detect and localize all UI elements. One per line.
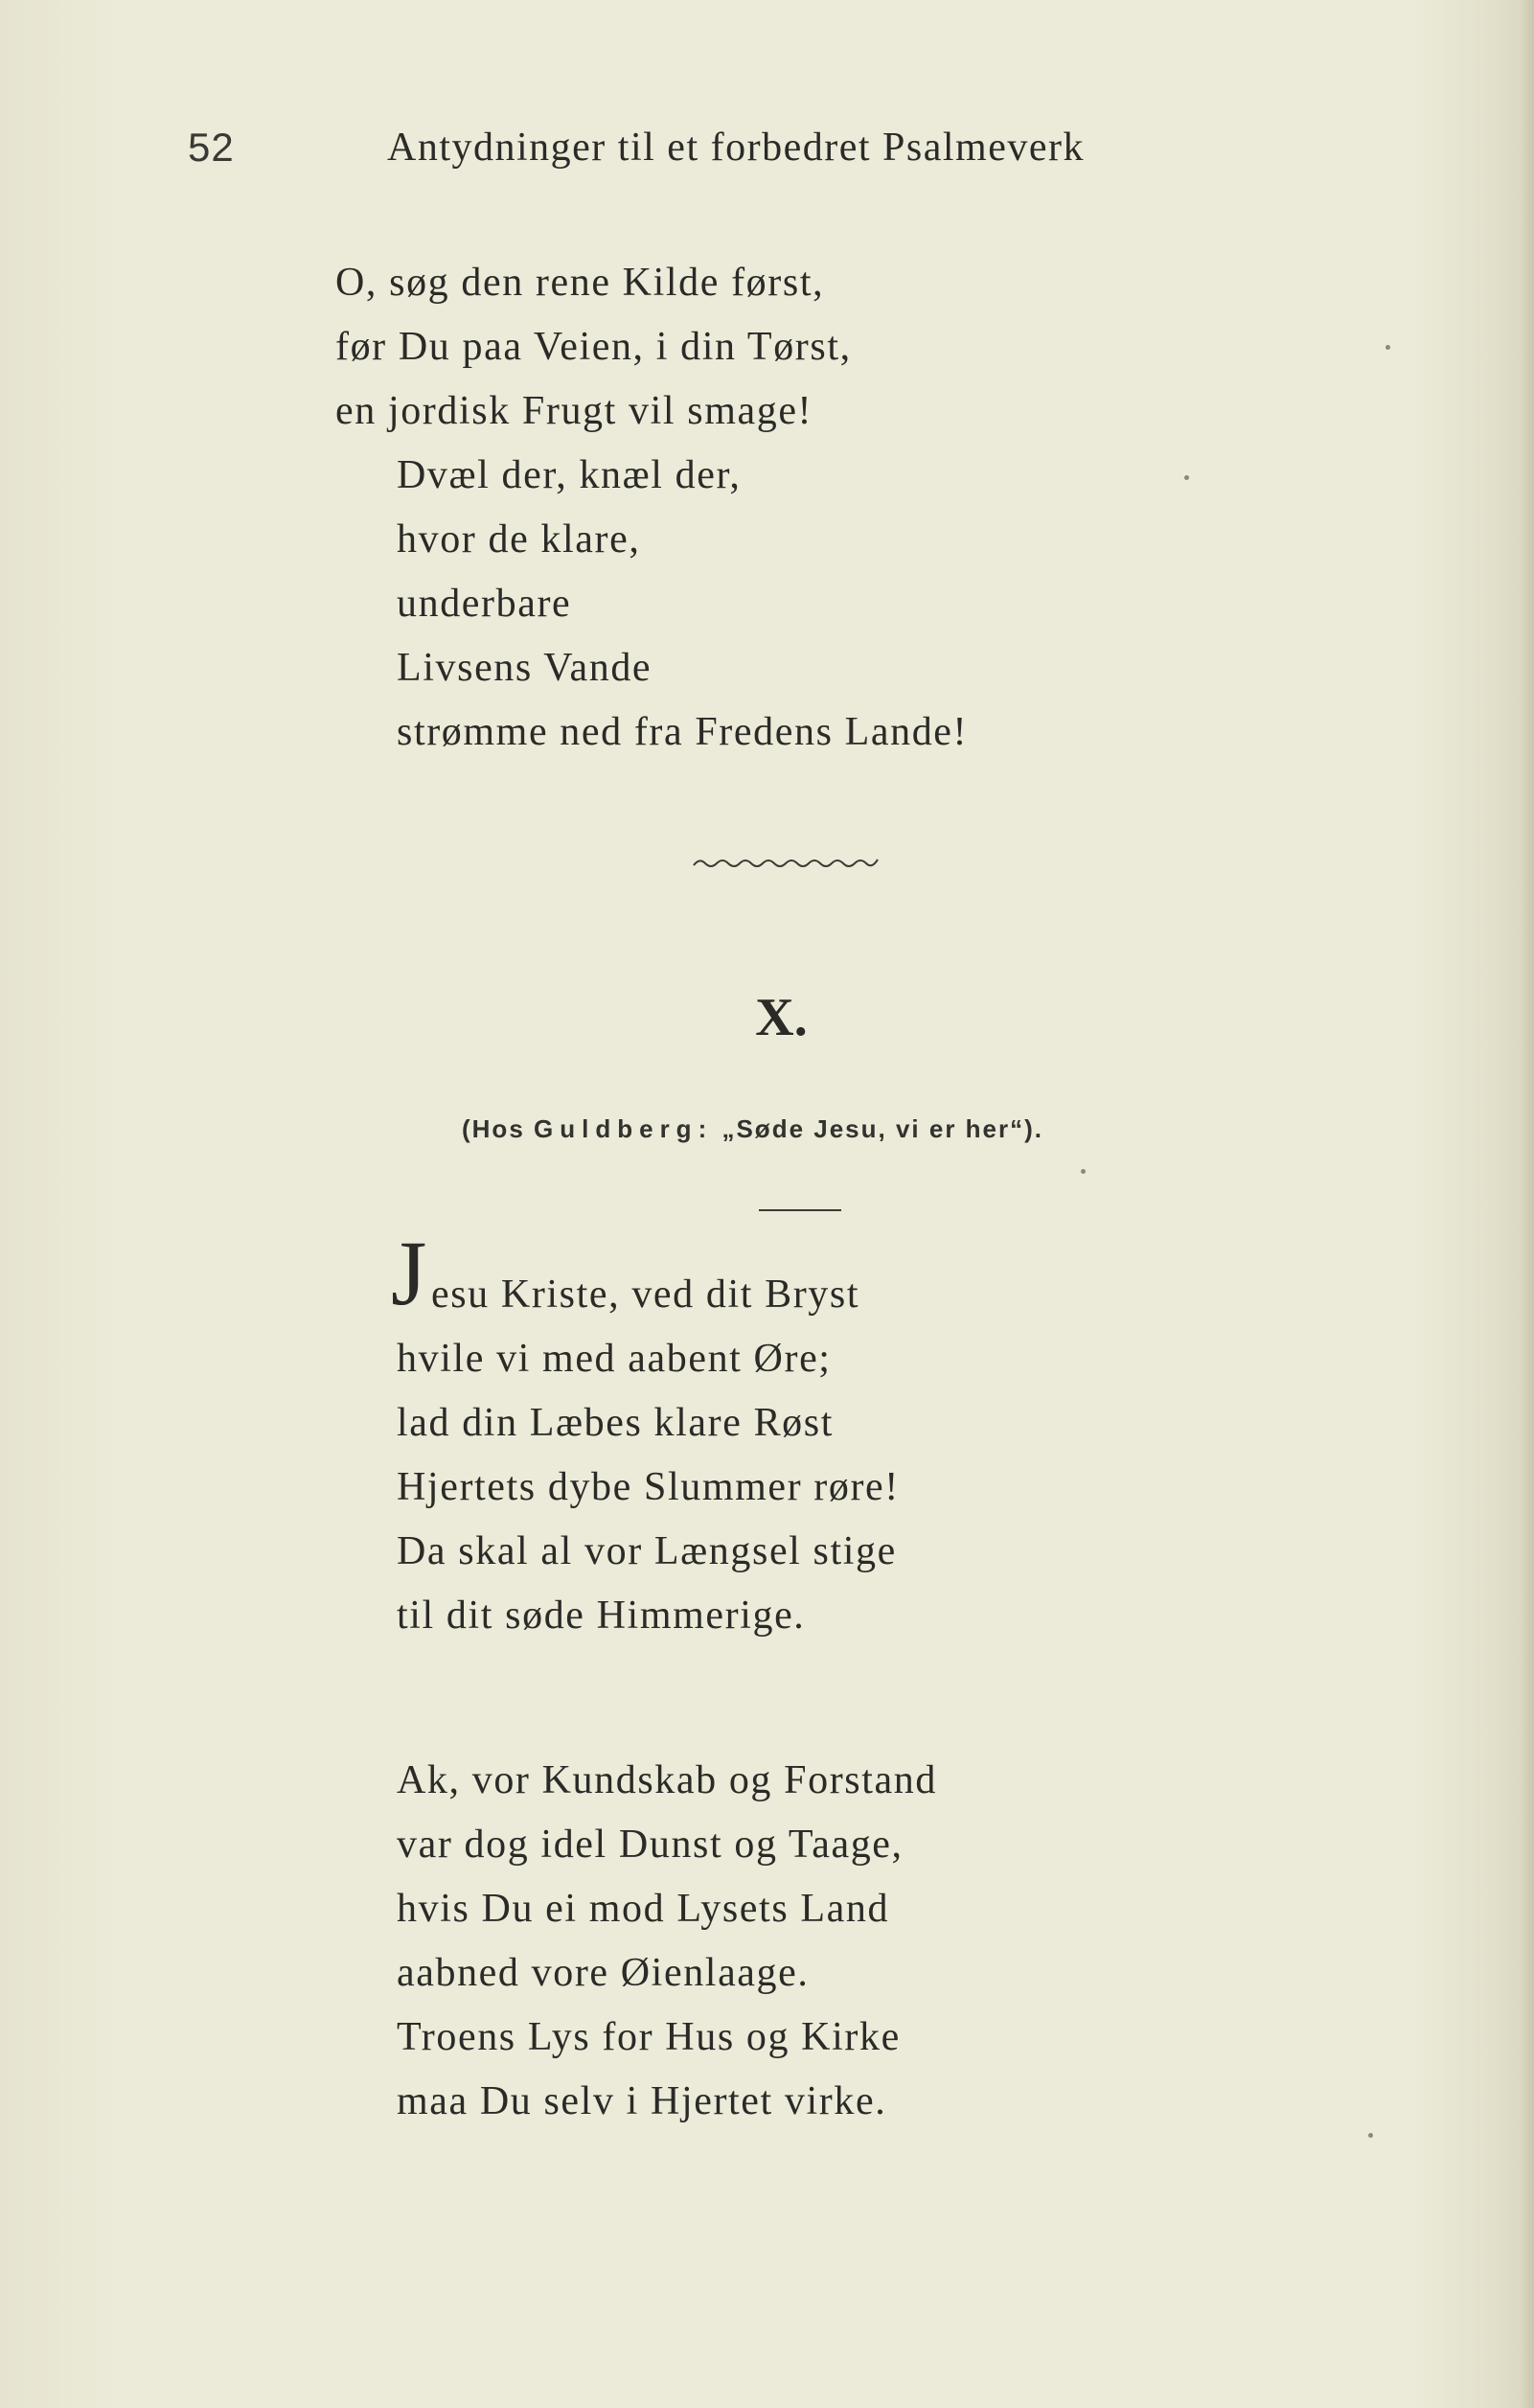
verse-line: hvis Du ei mod Lysets Land: [397, 1887, 890, 1931]
verse-line: O, søg den rene Kilde først,: [335, 261, 825, 305]
verse-line: hvor de klare,: [397, 517, 641, 562]
verse-line: aabned vore Øienlaage.: [397, 1951, 810, 1995]
verse-line: til dit søde Himmerige.: [397, 1594, 806, 1638]
running-head: [0, 125, 1534, 182]
verse-line: hvile vi med aabent Øre;: [397, 1337, 832, 1381]
stanza-continuation: [335, 251, 968, 765]
header-title: Antydninger til et forbedret Psalmeverk: [387, 126, 1085, 170]
verse-line: Ak, vor Kundskab og Forstand: [397, 1758, 937, 1802]
page-number: 52: [188, 125, 235, 170]
verse-line: var dog idel Dunst og Taage,: [397, 1823, 904, 1867]
verse-line: Da skal al vor Længsel stige: [397, 1529, 897, 1573]
verse-line: en jordisk Frugt vil smage!: [335, 389, 813, 433]
verse-line: [397, 1263, 900, 1327]
wavy-ornament: [692, 856, 880, 869]
stanza-1: [397, 1263, 900, 1648]
scan-speck: [1081, 1169, 1086, 1174]
section-numeral-text: X.: [755, 988, 808, 1047]
verse-line: strømme ned fra Fredens Lande!: [397, 710, 969, 754]
verse-line: før Du paa Veien, i din Tørst,: [335, 325, 852, 369]
scan-speck: [1385, 345, 1390, 350]
verse-line-text: esu Kriste, ved dit Bryst: [431, 1273, 860, 1317]
section-subtitle: [462, 1114, 1043, 1144]
page-edge-shadow: [1521, 0, 1534, 2408]
scan-speck: [1184, 475, 1189, 480]
verse-line: Troens Lys for Hus og Kirke: [397, 2015, 901, 2059]
stanza-2: [397, 1749, 937, 2134]
subtitle-open: (Hos: [462, 1114, 525, 1143]
scan-speck: [1368, 2133, 1373, 2138]
section-numeral: [0, 987, 1534, 1048]
subtitle-rest: „Søde Jesu, vi er her“).: [721, 1114, 1044, 1143]
verse-line: lad din Læbes klare Røst: [397, 1401, 835, 1445]
drop-cap: J: [391, 1222, 427, 1324]
verse-line: Livsens Vande: [397, 646, 653, 690]
subtitle-name: Guldberg:: [534, 1114, 714, 1143]
verse-line: underbare: [397, 582, 572, 626]
verse-line: Hjertets dybe Slummer røre!: [397, 1465, 900, 1509]
verse-line: maa Du selv i Hjertet virke.: [397, 2079, 887, 2123]
verse-line: Dvæl der, knæl der,: [397, 453, 742, 497]
section-rule: [759, 1209, 841, 1211]
